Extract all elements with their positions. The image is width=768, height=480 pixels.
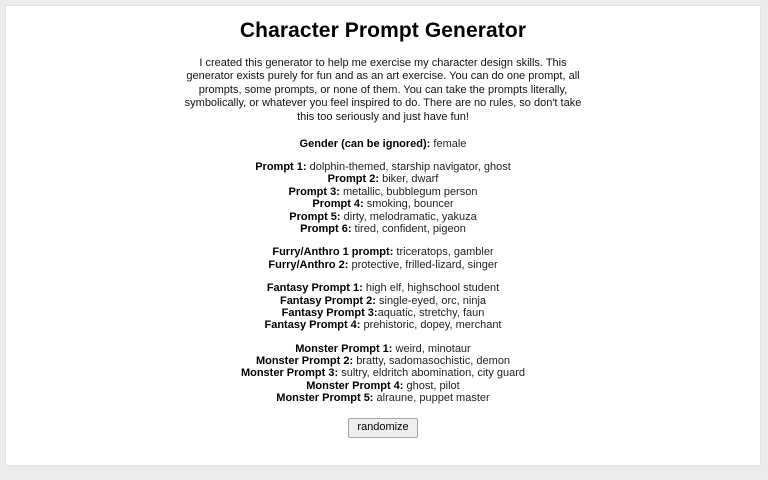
prompt-label: Prompt 1: bbox=[255, 161, 307, 174]
prompt-row bbox=[6, 211, 760, 223]
fantasy-row bbox=[6, 307, 760, 319]
furry-anthro-label: Furry/Anthro 1 prompt: bbox=[272, 246, 394, 259]
monster-value: sultry, eldritch abomination, city guard bbox=[341, 367, 526, 380]
spacer bbox=[6, 272, 760, 283]
fantasy-row bbox=[6, 320, 760, 332]
fantasy-value: prehistoric, dopey, merchant bbox=[363, 319, 502, 332]
prompt-label: Prompt 3: bbox=[288, 185, 340, 198]
fantasy-value: single-eyed, orc, ninja bbox=[379, 294, 487, 307]
fantasy-row bbox=[6, 295, 760, 307]
prompt-row bbox=[6, 161, 760, 173]
furry-anthro-row bbox=[6, 247, 760, 259]
fantasy-label: Fantasy Prompt 4: bbox=[264, 319, 361, 332]
prompt-row bbox=[6, 223, 760, 235]
monster-value: bratty, sadomasochistic, demon bbox=[356, 355, 511, 368]
furry-anthro-row bbox=[6, 259, 760, 271]
gender-label: Gender (can be ignored): bbox=[299, 137, 431, 150]
spacer bbox=[6, 150, 760, 161]
prompt-row bbox=[6, 199, 760, 211]
intro-paragraph: I created this generator to help me exercise my character design skills. This generator exists purely for fun and as an art exercise. You can do one prompt, all prompts, some prompts, or none of them. You can take the prompts literally, symbolically, or whatever you feel inspired to do. There are no rules, so don't take this too seriously and just have fun! bbox=[184, 57, 582, 123]
prompt-value: dolphin-themed, starship navigator, ghost bbox=[309, 161, 511, 174]
prompt-label: Prompt 2: bbox=[327, 173, 380, 186]
furry-anthro-value: protective, frilled-lizard, singer bbox=[351, 258, 498, 271]
prompt-value: tired, confident, pigeon bbox=[354, 222, 466, 235]
monster-label: Monster Prompt 4: bbox=[306, 379, 404, 392]
prompt-row bbox=[6, 174, 760, 186]
spacer bbox=[6, 332, 760, 343]
monster-value: ghost, pilot bbox=[406, 379, 460, 392]
monster-label: Monster Prompt 3: bbox=[240, 367, 339, 380]
furry-anthro-label: Furry/Anthro 2: bbox=[268, 258, 349, 271]
monster-row bbox=[6, 393, 760, 405]
monster-value: weird, minotaur bbox=[395, 342, 471, 355]
monster-label: Monster Prompt 1: bbox=[295, 342, 393, 355]
prompts-block bbox=[6, 161, 760, 235]
fantasy-label: Fantasy Prompt 1: bbox=[266, 282, 363, 295]
prompt-value: biker, dwarf bbox=[382, 173, 439, 186]
fantasy-label: Fantasy Prompt 3: bbox=[281, 306, 378, 319]
monster-label: Monster Prompt 2: bbox=[255, 355, 354, 368]
fantasy-value: aquatic, stretchy, faun bbox=[377, 306, 485, 319]
gender-row bbox=[6, 138, 760, 150]
furry-anthro-block bbox=[6, 247, 760, 272]
monster-block bbox=[6, 343, 760, 405]
randomize-button[interactable]: randomize bbox=[348, 418, 417, 438]
fantasy-label: Fantasy Prompt 2: bbox=[279, 294, 376, 307]
furry-anthro-value: triceratops, gambler bbox=[396, 246, 494, 259]
fantasy-block bbox=[6, 283, 760, 333]
prompt-value: smoking, bouncer bbox=[366, 198, 454, 211]
randomize-button-wrapper bbox=[6, 417, 760, 438]
prompt-row bbox=[6, 186, 760, 198]
prompt-label: Prompt 6: bbox=[300, 222, 352, 235]
prompt-label: Prompt 4: bbox=[312, 198, 364, 211]
monster-row bbox=[6, 368, 760, 380]
monster-row bbox=[6, 343, 760, 355]
prompt-label: Prompt 5: bbox=[289, 210, 341, 223]
browser-content-viewport bbox=[5, 5, 761, 466]
gender-value: female bbox=[433, 137, 467, 150]
generator-page bbox=[6, 6, 760, 438]
monster-value: alraune, puppet master bbox=[376, 392, 490, 405]
monster-row bbox=[6, 380, 760, 392]
prompt-value: dirty, melodramatic, yakuza bbox=[343, 210, 477, 223]
monster-label: Monster Prompt 5: bbox=[276, 392, 374, 405]
fantasy-value: high elf, highschool student bbox=[365, 282, 500, 295]
spacer bbox=[6, 236, 760, 247]
monster-row bbox=[6, 356, 760, 368]
prompt-value: metallic, bubblegum person bbox=[342, 185, 478, 198]
page-title: Character Prompt Generator bbox=[239, 19, 527, 42]
gender-block bbox=[6, 138, 760, 150]
fantasy-row bbox=[6, 283, 760, 295]
